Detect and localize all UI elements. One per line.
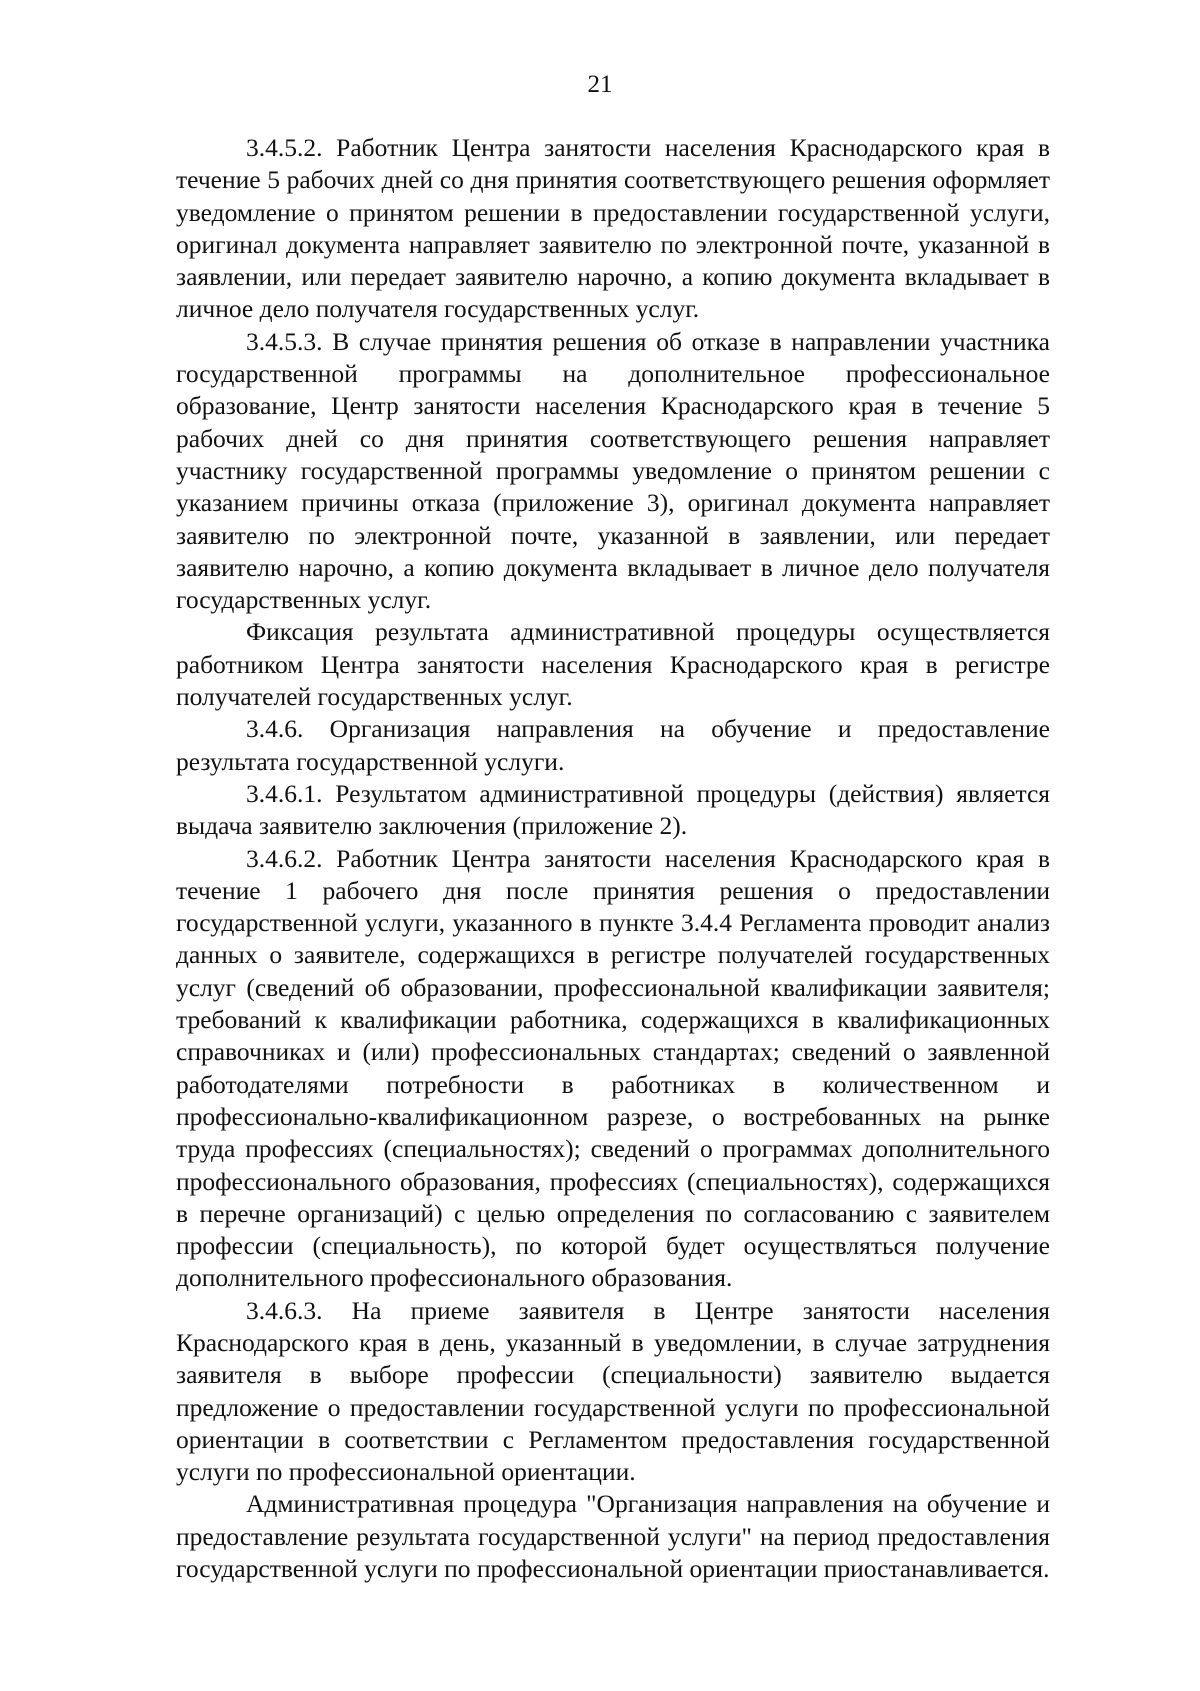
paragraph-result-fixation: Фиксация результата административной процедуры осуществляется работником Центра занятости населения Краснодарского края в регистре получателей государственных услуг. bbox=[176, 617, 1050, 712]
paragraph-3-4-6-3: 3.4.6.3. На приеме заявителя в Центре занятости населения Краснодарского края в день, указанный в уведомлении, в случае затруднения заявителя в выборе профессии (специальности) заявителю выдается предложение о предоставлении государственной услуги по профессиональной ориентации в соответствии с Регламентом предоставления государственной услуги по профессиональной ориентации. bbox=[176, 1295, 1050, 1487]
document-body bbox=[176, 132, 1050, 1585]
paragraph-3-4-6-2: 3.4.6.2. Работник Центра занятости населения Краснодарского края в течение 1 рабочего дня после принятия решения о предоставлении государственной услуги, указанного в пункте 3.4.4 Регламента проводит анализ данных о заявителе, содержащихся в регистре получателей государственных услуг (сведений об образовании, профессиональной квалификации заявителя; требований к квалификации работника, содержащихся в квалификационных справочниках и (или) профессиональных стандартах; сведений о заявленной работодателями потребности в работниках в количественном и профессионально-квалификационном разрезе, о востребованных на рынке труда профессиях (специальностях); сведений о программах дополнительного профессионального образования, профессиях (специальностях), содержащихся в перечне организаций) с целью определения по согласованию с заявителем профессии (специальность), по которой будет осуществляться получение дополнительного профессионального образования. bbox=[176, 843, 1050, 1293]
paragraph-3-4-5-2: 3.4.5.2. Работник Центра занятости населения Краснодарского края в течение 5 рабочих дней со дня принятия соответствующего решения оформляет уведомление о принятом решении в предоставлении государственной услуги, оригинал документа направляет заявителю по электронной почте, указанной в заявлении, или передает заявителю нарочно, а копию документа вкладывает в личное дело получателя государственных услуг. bbox=[176, 133, 1050, 324]
paragraph-3-4-6-1: 3.4.6.1. Результатом административной процедуры (действия) является выдача заявителю заключения (приложение 2). bbox=[176, 778, 1050, 841]
paragraph-3-4-5-3: 3.4.5.3. В случае принятия решения об отказе в направлении участника государственной программы на дополнительное профессиональное образование, Центр занятости населения Краснодарского края в течение 5 рабочих дней со дня принятия соответствующего решения направляет участнику государственной программы уведомление о принятом решении с указанием причины отказа (приложение 3), оригинал документа направляет заявителю по электронной почте, указанной в заявлении, или передает заявителю нарочно, а копию документа вкладывает в личное дело получателя государственных услуг. bbox=[176, 326, 1050, 615]
paragraph-3-4-6: 3.4.6. Организация направления на обучение и предоставление результата государственной услуги. bbox=[176, 714, 1050, 776]
paragraph-procedure-suspension: Административная процедура "Организация направления на обучение и предоставление результата государственной услуги" на период предоставления государственной услуги по профессиональной ориентации приостанавливается. bbox=[176, 1489, 1050, 1584]
page-number: 21 bbox=[587, 71, 613, 98]
